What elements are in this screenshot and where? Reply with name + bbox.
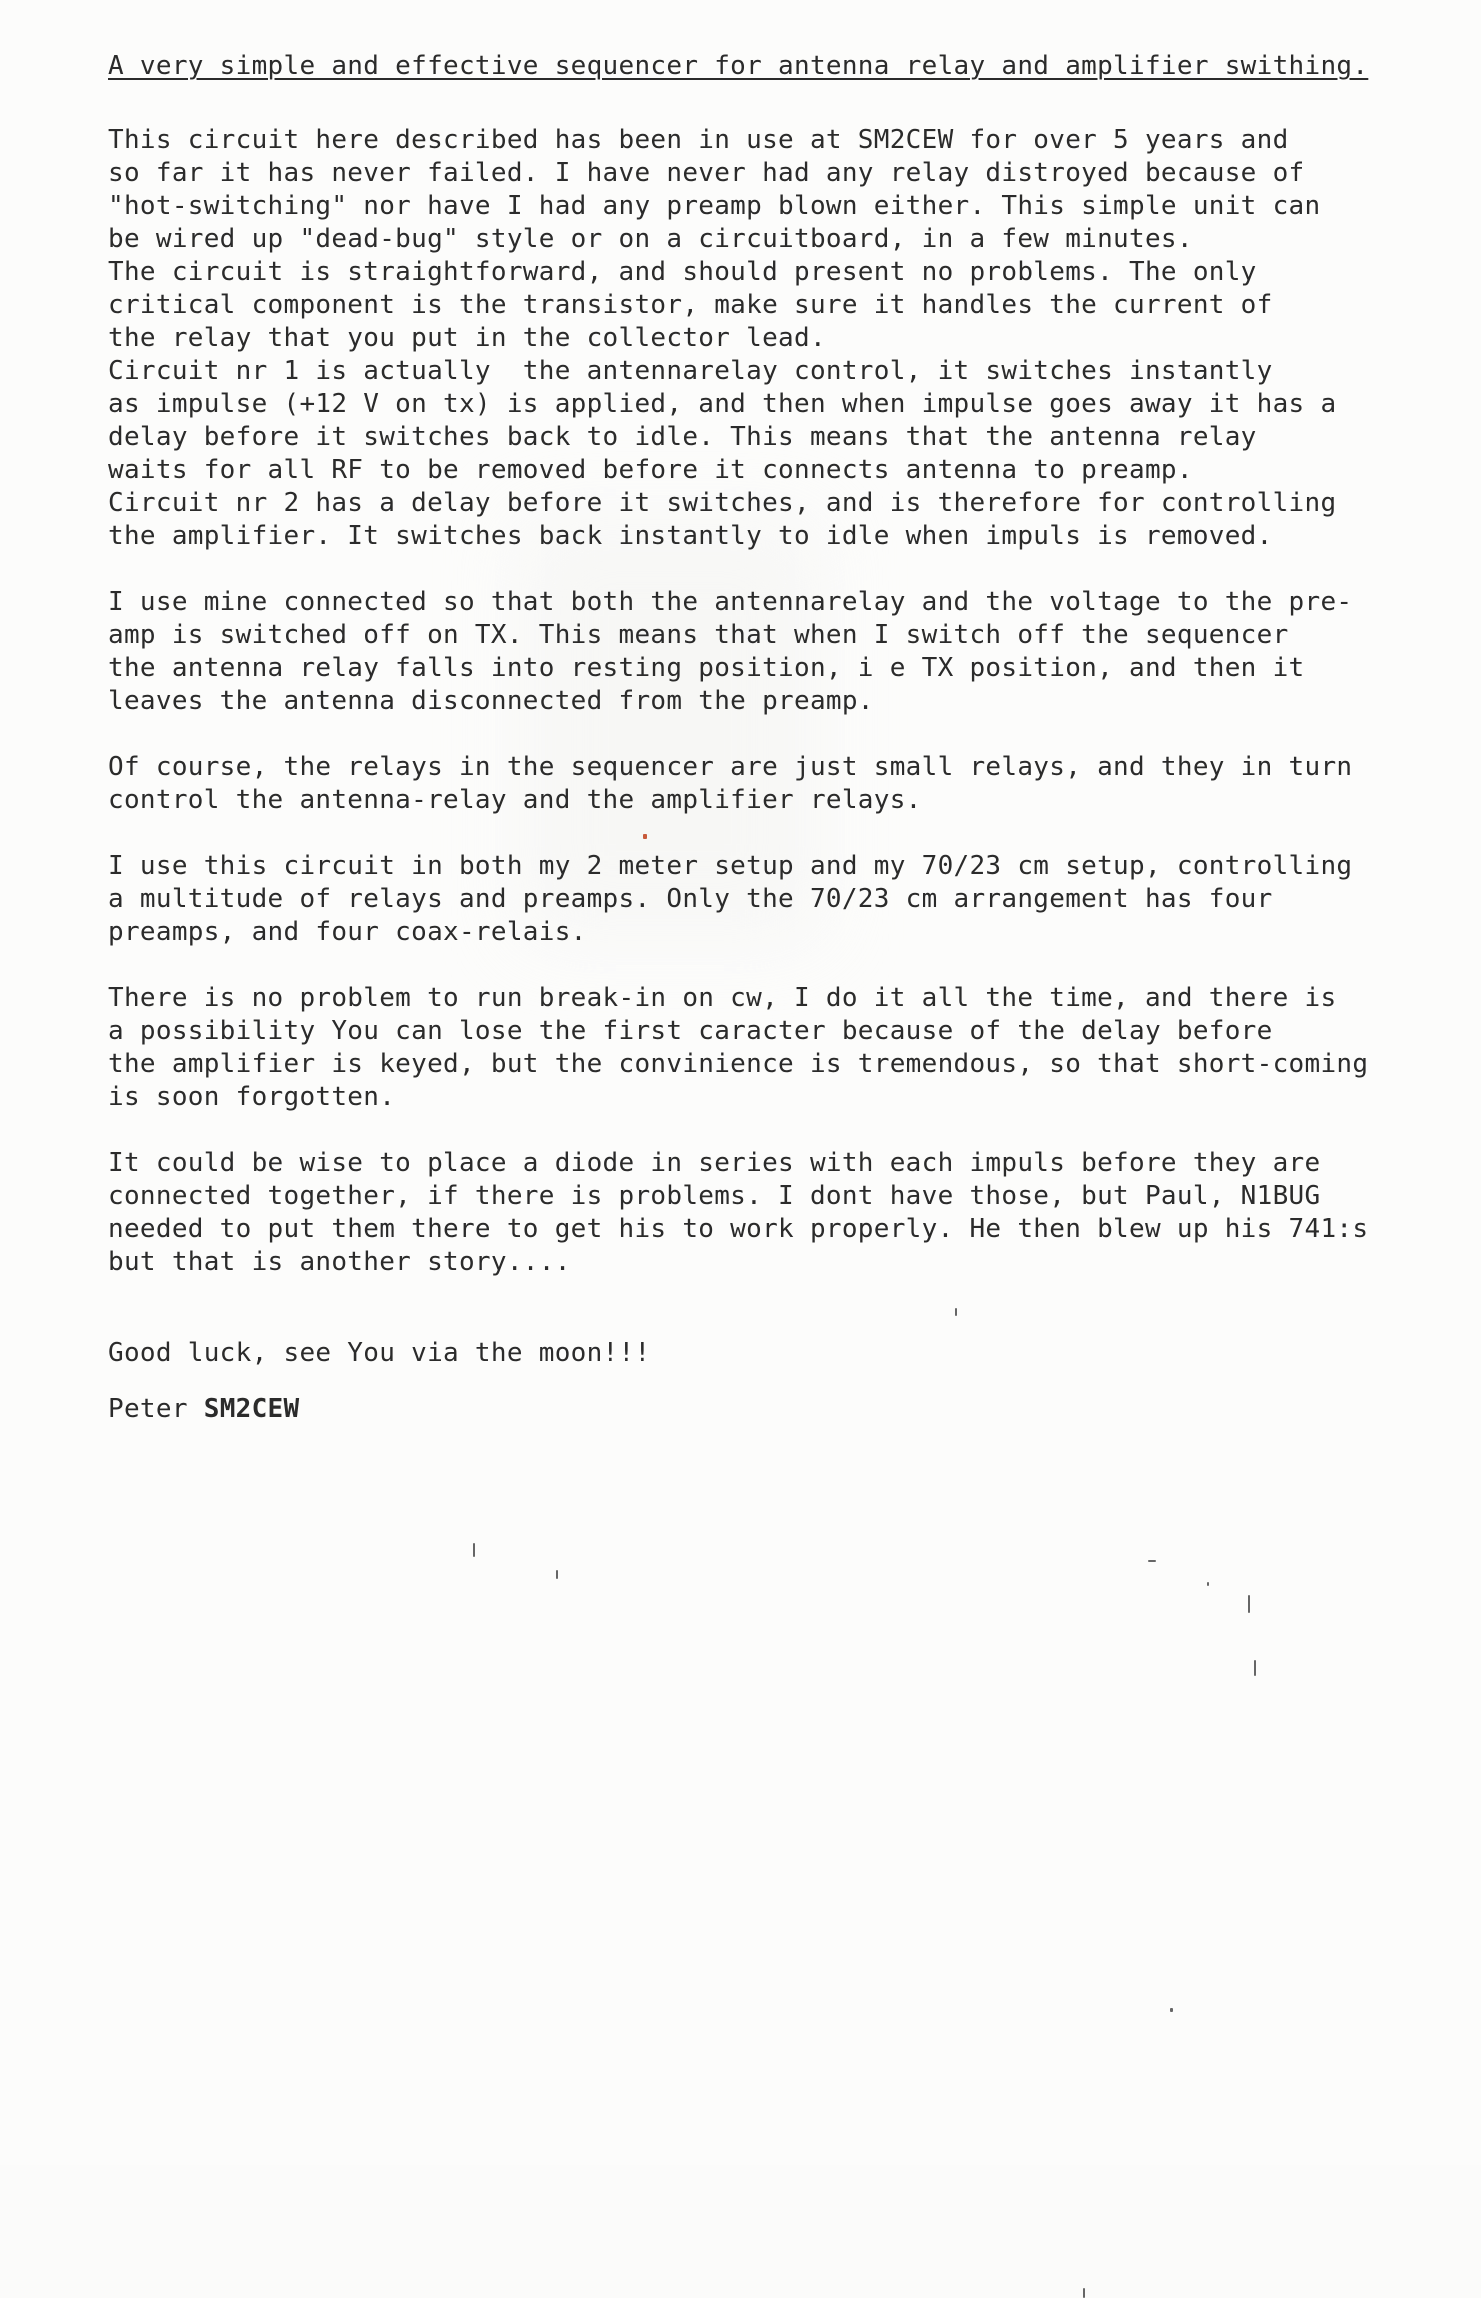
paragraph-setup: I use this circuit in both my 2 meter setup and my 70/23 cm setup, controlling a multitude of relays and preamps. Only the 70/23 cm arrangement has four preamps, and four coax-relais.	[108, 851, 1353, 947]
scan-speck	[1170, 2008, 1173, 2012]
document-title: A very simple and effective sequencer for antenna relay and amplifier swithing.	[108, 51, 1369, 81]
scan-speck	[556, 1570, 558, 1579]
scan-speck	[1207, 1582, 1209, 1586]
scan-speck	[473, 1543, 475, 1557]
scan-speck	[643, 834, 647, 839]
scan-speck	[955, 1308, 957, 1316]
scan-speck	[1083, 2288, 1085, 2298]
signature-callsign: SM2CEW	[203, 1394, 300, 1424]
paragraph-diode: It could be wise to place a diode in series with each impuls before they are connected together, if there is problems. I dont have those, but Paul, N1BUG needed to put them there to get his to work properly. He then blew up his 741:s but that is another story....	[108, 1148, 1369, 1277]
scan-speck	[1254, 1660, 1256, 1676]
signature	[108, 1393, 1448, 1426]
signature-name: Peter	[108, 1394, 204, 1424]
paragraph-relays: Of course, the relays in the sequencer are just small relays, and they in turn control the antenna-relay and the amplifier relays.	[108, 752, 1353, 815]
paragraph-break-in: There is no problem to run break-in on cw, I do it all the time, and there is a possibility You can lose the first caracter because of the delay before the amplifier is keyed, but the convinience is tremendous, so that short-coming is soon forgotten.	[108, 983, 1369, 1112]
scan-speck	[1148, 1560, 1156, 1562]
sign-off-line: Good luck, see You via the moon!!!	[108, 1338, 651, 1368]
document-body	[108, 48, 1448, 1426]
paragraph-usage: I use mine connected so that both the antennarelay and the voltage to the pre- amp is switched off on TX. This means that when I switch off the sequencer the antenna relay falls into resting position, i e TX position, and then it leaves the antenna disconnected from the preamp.	[108, 587, 1353, 716]
paragraph-intro: This circuit here described has been in use at SM2CEW for over 5 years and so far it has never failed. I have never had any relay distroyed because of "hot-switching" nor have I had any preamp blown either. This simple unit can be wired up "dead-bug" style or on a circuitboard, in a few minutes. The circuit is straightforward, and should present no problems. The only critical component is the transistor, make sure it handles the current of the relay that you put in the collector lead. Circuit nr 1 is actually the antennarelay control, it switches instantly as impulse (+12 V on tx) is applied, and then when impulse goes away it has a delay before it switches back to idle. This means that the antenna relay waits for all RF to be removed before it connects antenna to preamp. Circuit nr 2 has a delay before it switches, and is therefore for controlling the amplifier. It switches back instantly to idle when impuls is removed.	[108, 125, 1337, 551]
scan-speck	[1248, 1595, 1250, 1613]
